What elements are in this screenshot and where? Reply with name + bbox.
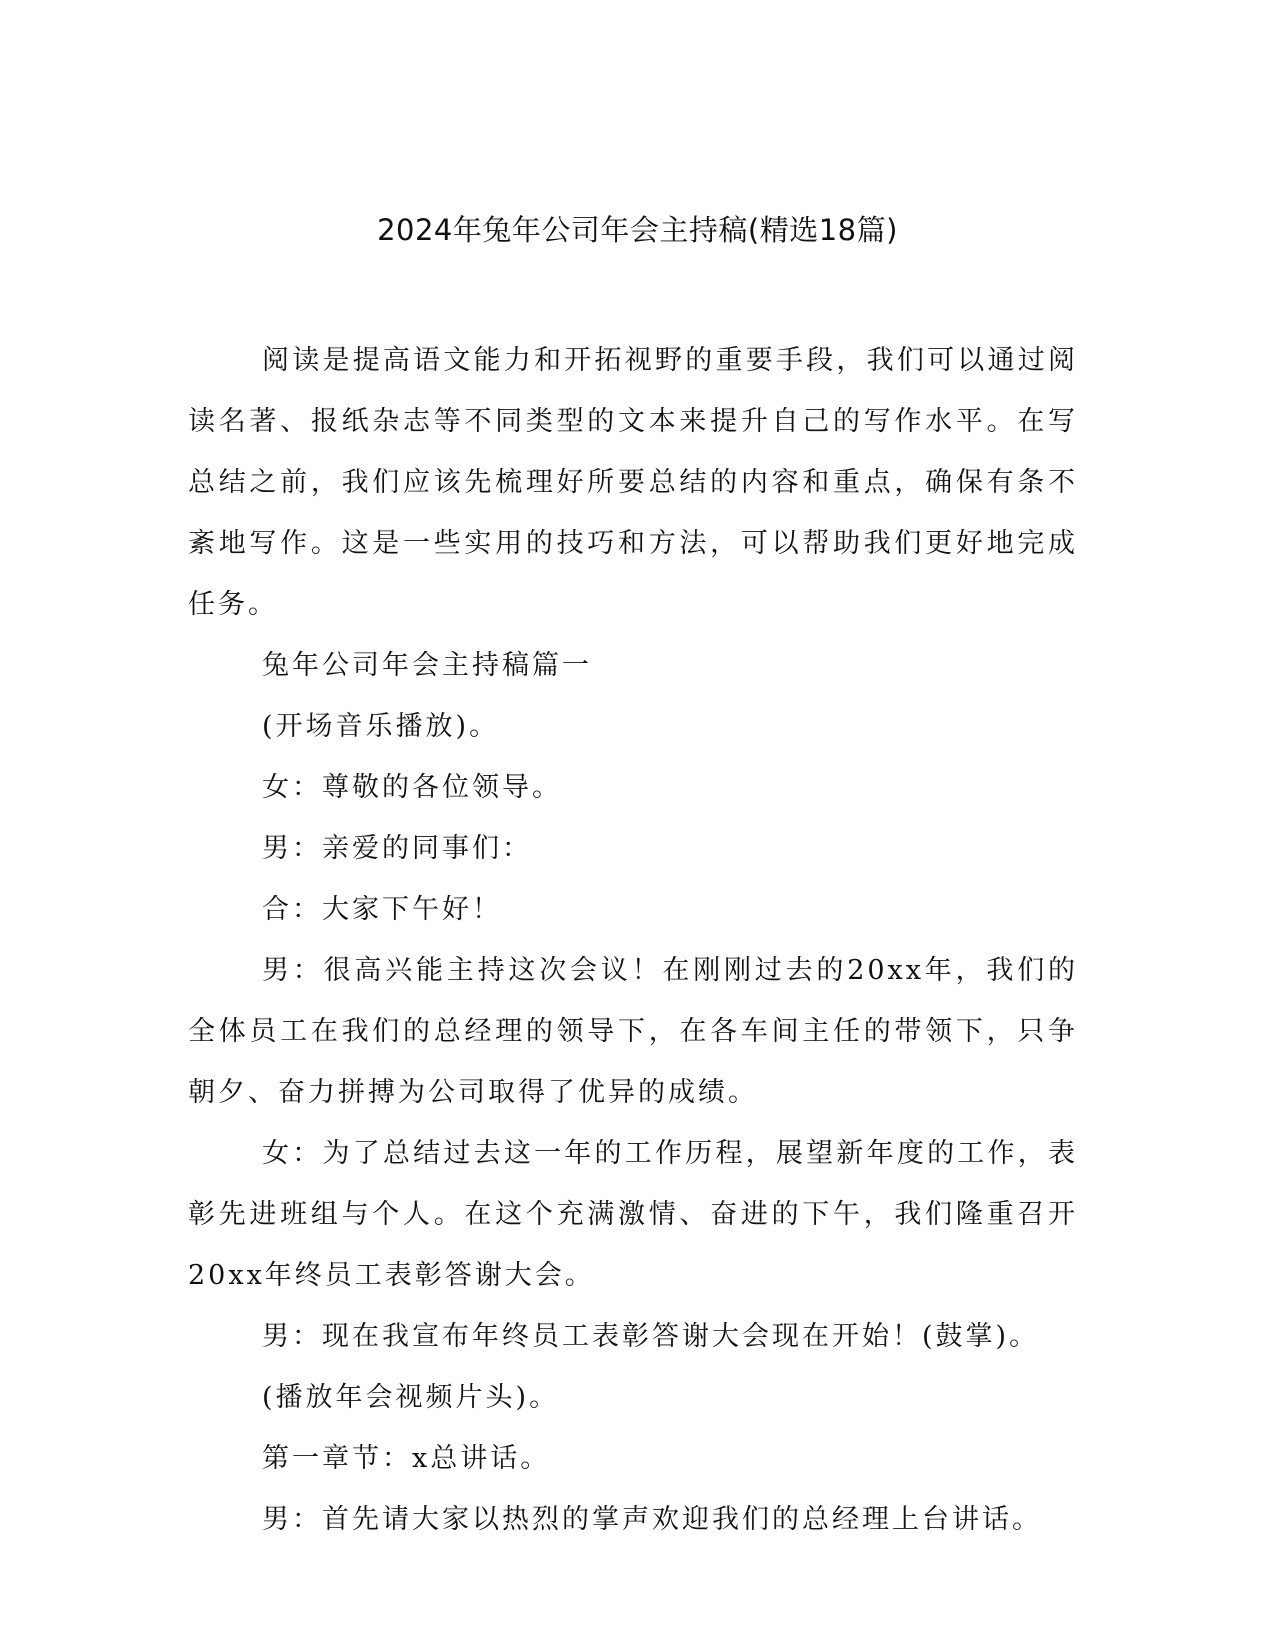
document-body: [188, 330, 1078, 1550]
stage-direction: (开场音乐播放)。: [262, 711, 500, 742]
section-heading: 兔年公司年会主持稿篇一: [262, 650, 592, 681]
stage-direction: (播放年会视频片头)。: [262, 1382, 560, 1413]
chapter-line: 第一章节：x总讲话。: [262, 1443, 551, 1474]
dialogue-line: 女：为了总结过去这一年的工作历程，展望新年度的工作，表彰先进班组与个人。在这个充满激情、奋进的下午，我们隆重召开20xx年终员工表彰答谢大会。: [188, 1138, 1078, 1291]
dialogue-line: 男：很高兴能主持这次会议！在刚刚过去的20xx年，我们的全体员工在我们的总经理的领导下，在各车间主任的带领下，只争朝夕、奋力拼搏为公司取得了优异的成绩。: [188, 955, 1078, 1108]
intro-paragraph: 阅读是提高语文能力和开拓视野的重要手段，我们可以通过阅读名著、报纸杂志等不同类型的文本来提升自己的写作水平。在写总结之前，我们应该先梳理好所要总结的内容和重点，确保有条不紊地写作。这是一些实用的技巧和方法，可以帮助我们更好地完成任务。: [188, 345, 1078, 620]
document-title: 2024年兔年公司年会主持稿(精选18篇): [377, 213, 898, 247]
dialogue-line: 男：亲爱的同事们：: [262, 833, 532, 864]
dialogue-line: 男：首先请大家以热烈的掌声欢迎我们的总经理上台讲话。: [262, 1504, 1042, 1535]
dialogue-line: 男：现在我宣布年终员工表彰答谢大会现在开始！(鼓掌)。: [262, 1321, 1040, 1352]
dialogue-line: 女：尊敬的各位领导。: [262, 772, 562, 803]
dialogue-line: 合：大家下午好！: [262, 894, 502, 925]
